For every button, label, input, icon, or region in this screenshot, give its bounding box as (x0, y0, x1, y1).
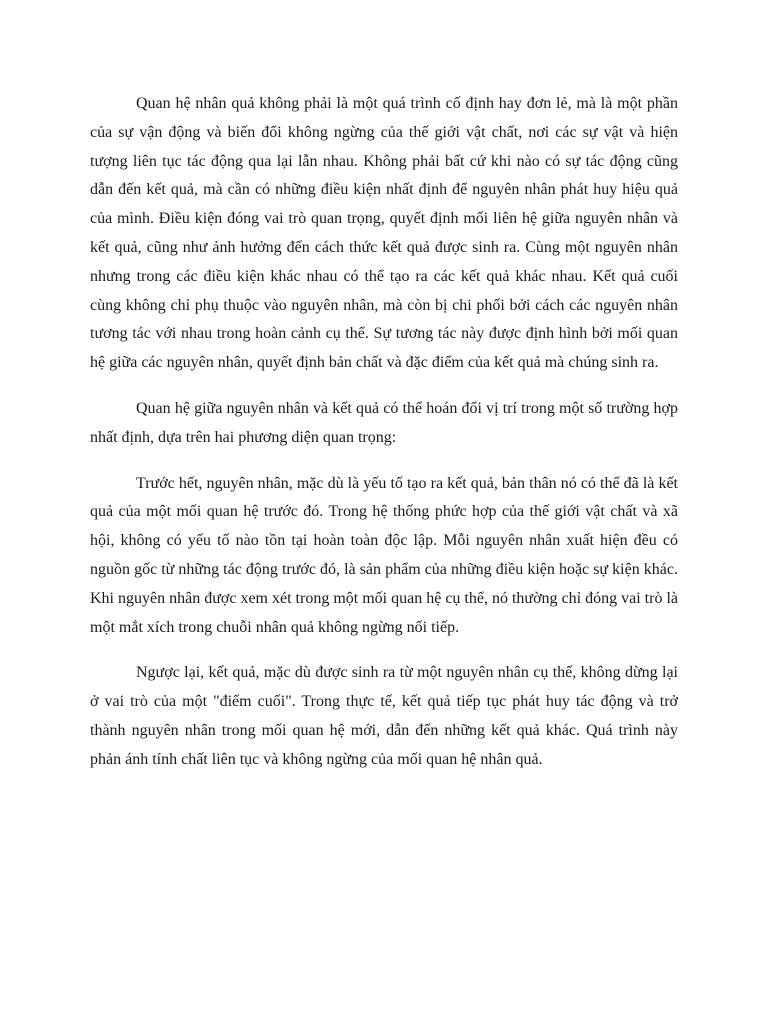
paragraph-4: Ngược lại, kết quả, mặc dù được sinh ra từ một nguyên nhân cụ thể, không dừng lại ở vai trò của một "điểm cuối". Trong thực tế, kết quả tiếp tục phát huy tác động và trở thành nguyên nhân trong mối quan hệ mới, dẫn đến những kết quả khác. Quá trình này phản ánh tính chất liên tục và không ngừng của mối quan hệ nhân quả. (90, 664, 678, 768)
paragraph-3: Trước hết, nguyên nhân, mặc dù là yếu tố tạo ra kết quả, bản thân nó có thể đã là kết quả của một mối quan hệ trước đó. Trong hệ thống phức hợp của thế giới vật chất và xã hội, không có yếu tố nào tồn tại hoàn toàn độc lập. Mỗi nguyên nhân xuất hiện đều có nguồn gốc từ những tác động trước đó, là sản phẩm của những điều kiện hoặc sự kiện khác. Khi nguyên nhân được xem xét trong một mối quan hệ cụ thể, nó thường chỉ đóng vai trò là một mắt xích trong chuỗi nhân quả không ngừng nối tiếp. (90, 474, 678, 636)
paragraph-1: Quan hệ nhân quả không phải là một quá trình cố định hay đơn lẻ, mà là một phần của sự vận động và biến đổi không ngừng của thế giới vật chất, nơi các sự vật và hiện tượng liên tục tác động qua lại lẫn nhau. Không phải bất cứ khi nào có sự tác động cũng dẫn đến kết quả, mà cần có những điều kiện nhất định để nguyên nhân phát huy hiệu quả của mình. Điều kiện đóng vai trò quan trọng, quyết định mối liên hệ giữa nguyên nhân và kết quả, cũng như ảnh hưởng đến cách thức kết quả được sinh ra. Cùng một nguyên nhân nhưng trong các điều kiện khác nhau có thể tạo ra các kết quả khác nhau. Kết quả cuối cùng không chỉ phụ thuộc vào nguyên nhân, mà còn bị chi phối bởi cách các nguyên nhân tương tác với nhau trong hoàn cảnh cụ thể. Sự tương tác này được định hình bởi mối quan hệ giữa các nguyên nhân, quyết định bản chất và đặc điểm của kết quả mà chúng sinh ra. (90, 95, 678, 372)
document-body (90, 90, 678, 792)
paragraph-2: Quan hệ giữa nguyên nhân và kết quả có thể hoán đổi vị trí trong một số trường hợp nhất định, dựa trên hai phương diện quan trọng: (90, 399, 678, 446)
